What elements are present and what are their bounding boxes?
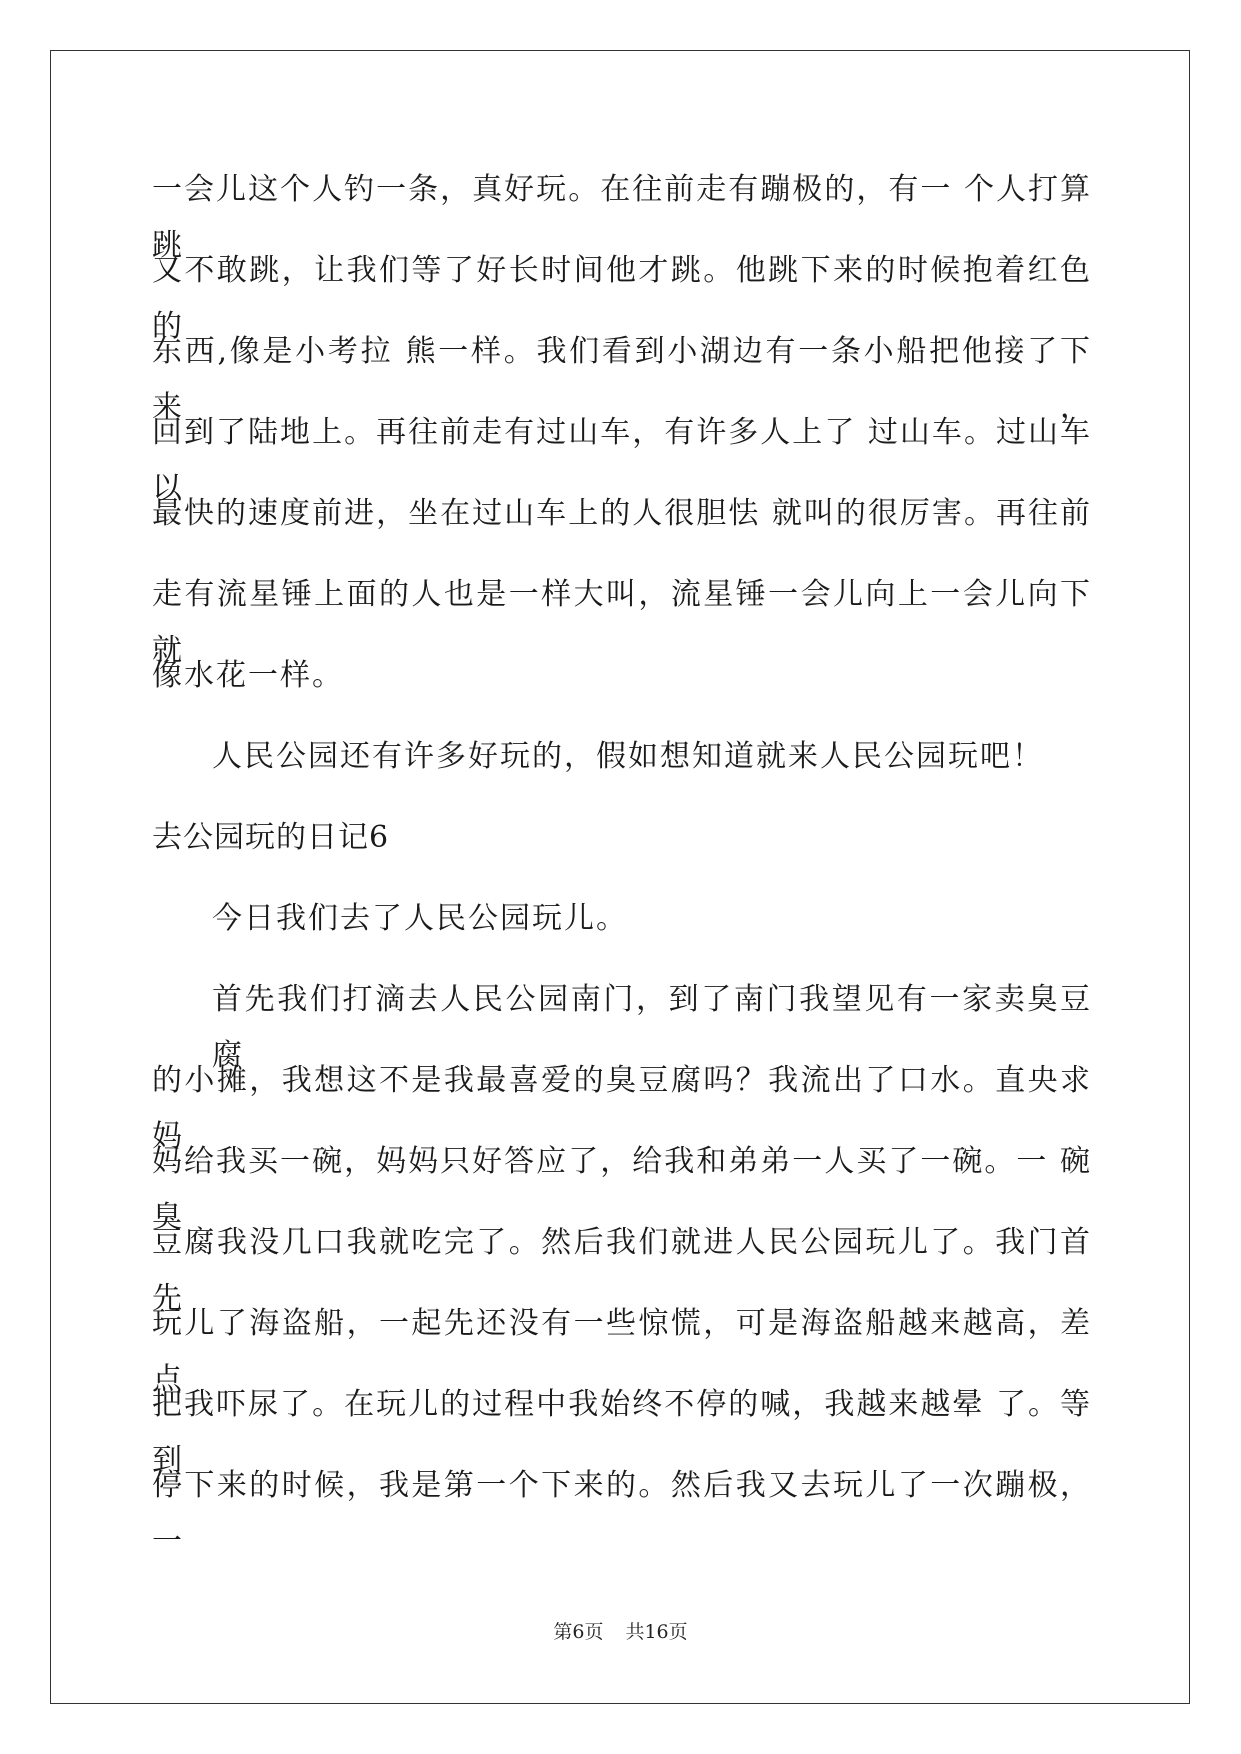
body-line: 妈给我买一碗，妈妈只好答应了，给我和弟弟一人买了一碗。一 碗臭 — [152, 1144, 1092, 1235]
body-line: 东西,像是小考拉 熊一样。我们看到小湖边有一条小船把他接了下来， — [152, 334, 1092, 425]
document-body — [152, 162, 1092, 1559]
page-total: 共16页 — [625, 1621, 688, 1643]
body-line: 的小摊，我想这不是我最喜爱的臭豆腐吗？我流出了口水。直央求妈 — [152, 1063, 1092, 1154]
body-line: 最快的速度前进，坐在过山车上的人很胆怯 就叫的很厉害。再往前 — [152, 496, 1092, 531]
body-line: 豆腐我没几口我就吃完了。然后我们就进人民公园玩儿了。我门首先 — [152, 1225, 1092, 1316]
page-footer — [0, 1617, 1241, 1644]
paragraph-first-line: 今日我们去了人民公园玩儿。 — [212, 901, 628, 936]
body-line: 停下来的时候，我是第一个下来的。然后我又去玩儿了一次蹦极，一 — [152, 1468, 1092, 1559]
body-line: 又不敢跳，让我们等了好长时间他才跳。他跳下来的时候抱着红色的 — [152, 253, 1092, 344]
body-line: 一会儿这个人钓一条，真好玩。在往前走有蹦极的，有一 个人打算跳 — [152, 172, 1092, 263]
body-line: 回到了陆地上。再往前走有过山车，有许多人上了 过山车。过山车以 — [152, 415, 1092, 506]
body-line: 把我吓尿了。在玩儿的过程中我始终不停的喊，我越来越晕 了。等到 — [152, 1387, 1092, 1478]
paragraph-first-line: 人民公园还有许多好玩的，假如想知道就来人民公园玩吧！ — [212, 739, 1044, 774]
paragraph-first-line: 首先我们打滴去人民公园南门，到了南门我望见有一家卖臭豆腐 — [212, 982, 1092, 1073]
body-line: 像水花一样。 — [152, 658, 344, 693]
body-line: 玩儿了海盗船，一起先还没有一些惊慌，可是海盗船越来越高，差点 — [152, 1306, 1092, 1397]
section-heading: 去公园玩的日记6 — [152, 820, 390, 855]
page-number: 第6页 — [553, 1621, 604, 1643]
body-line: 走有流星锤上面的人也是一样大叫，流星锤一会儿向上一会儿向下就 — [152, 577, 1092, 668]
